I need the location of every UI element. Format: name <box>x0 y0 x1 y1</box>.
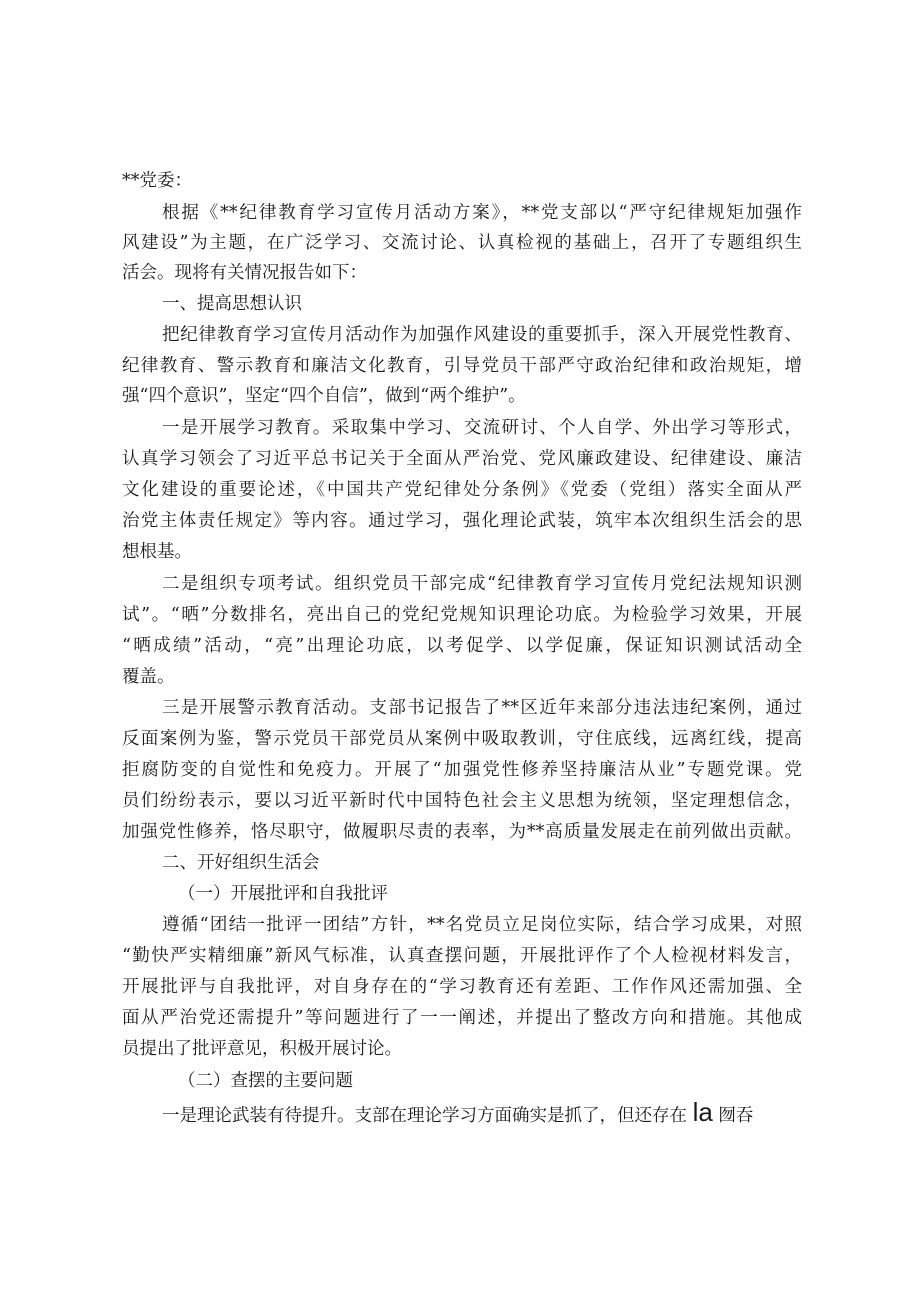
subheading-2-1: （一）开展批评和自我批评 <box>178 884 388 904</box>
ocr-artifact-text: la <box>692 1097 713 1127</box>
section-1-line-1: 把纪律教育学习宣传月活动作为加强作风建设的重要抓手，深入开展党性教育、 <box>162 325 802 345</box>
item-3-line-2: 反面案例为鉴，警示党员干部党员从案例中吸取教训，守住底线，远离红线，提高 <box>122 729 802 749</box>
item-2-line-4: 覆盖。 <box>122 667 175 687</box>
section-heading-2: 二、开好组织生活会 <box>162 853 320 873</box>
section-1-line-3: 强“四个意识”，坚定“四个自信”，做到“两个维护”。 <box>122 386 526 406</box>
section-2-2-trailing-text: 囫吞 <box>718 1106 754 1126</box>
section-1-line-2: 纪律教育、警示教育和廉洁文化教育，引导党员干部严守政治纪律和政治规矩，增 <box>122 356 802 376</box>
item-1-line-4: 治党主体责任规定》等内容。通过学习，强化理论武装，筑牢本次组织生活会的思 <box>122 511 802 531</box>
section-2-1-line-3: 开展批评与自我批评，对自身存在的“学习教育还有差距、工作作风还需加强、全 <box>122 977 802 997</box>
section-heading-1: 一、提高思想认识 <box>162 294 302 314</box>
intro-line-3: 活会。现将有关情况报告如下： <box>122 263 367 283</box>
item-1-line-1: 一是开展学习教育。采取集中学习、交流研讨、个人自学、外出学习等形式， <box>162 418 802 438</box>
intro-line-1: 根据《**纪律教育学习宣传月活动方案》，**党支部以“严守纪律规矩加强作 <box>162 203 802 223</box>
subheading-2-2: （二）查摆的主要问题 <box>178 1071 353 1091</box>
item-1-line-5: 想根基。 <box>122 542 192 562</box>
section-2-1-line-2: “勤快严实精细廉”新风气标准，认真查摆问题，开展批评作了个人检视材料发言， <box>122 946 802 966</box>
item-2-line-2: 试”。“晒”分数排名，亮出自己的党纪党规知识理论功底。为检验学习效果，开展 <box>122 605 802 625</box>
item-1-line-3: 文化建设的重要论述，《中国共产党纪律处分条例》《党委（党组）落实全面从严 <box>122 480 802 500</box>
item-3-line-1: 三是开展警示教育活动。支部书记报告了**区近年来部分违法违纪案例，通过 <box>162 698 802 718</box>
section-2-1-line-5: 员提出了批评意见，积极开展讨论。 <box>122 1039 402 1059</box>
section-2-1-line-4: 面从严治党还需提升”等问题进行了一一阐述，并提出了整改方向和措施。其他成 <box>122 1008 802 1028</box>
section-2-2-line-1 <box>162 1097 802 1131</box>
item-3-line-3: 拒腐防变的自觉性和免疫力。开展了“加强党性修养坚持廉洁从业”专题党课。党 <box>122 760 802 780</box>
section-2-2-text: 一是理论武装有待提升。支部在理论学习方面确实是抓了，但还存在 <box>162 1106 687 1126</box>
item-3-line-4: 员们纷纷表示，要以习近平新时代中国特色社会主义思想为统领，坚定理想信念， <box>122 791 802 811</box>
salutation: **党委： <box>122 171 192 191</box>
item-3-line-5: 加强党性修养，恪尽职守，做履职尽责的表率，为**高质量发展走在前列做出贡献。 <box>122 822 802 842</box>
item-2-line-1: 二是组织专项考试。组织党员干部完成“纪律教育学习宣传月党纪法规知识测 <box>162 574 802 594</box>
item-2-line-3: “晒成绩”活动，“亮”出理论功底，以考促学、以学促廉，保证知识测试活动全 <box>122 636 802 656</box>
item-1-line-2: 认真学习领会了习近平总书记关于全面从严治党、党风廉政建设、纪律建设、廉洁 <box>122 449 802 469</box>
intro-line-2: 风建设”为主题，在广泛学习、交流讨论、认真检视的基础上，召开了专题组织生 <box>122 233 802 253</box>
section-2-1-line-1: 遵循“团结一批评一团结”方针，**名党员立足岗位实际，结合学习成果，对照 <box>162 915 802 935</box>
